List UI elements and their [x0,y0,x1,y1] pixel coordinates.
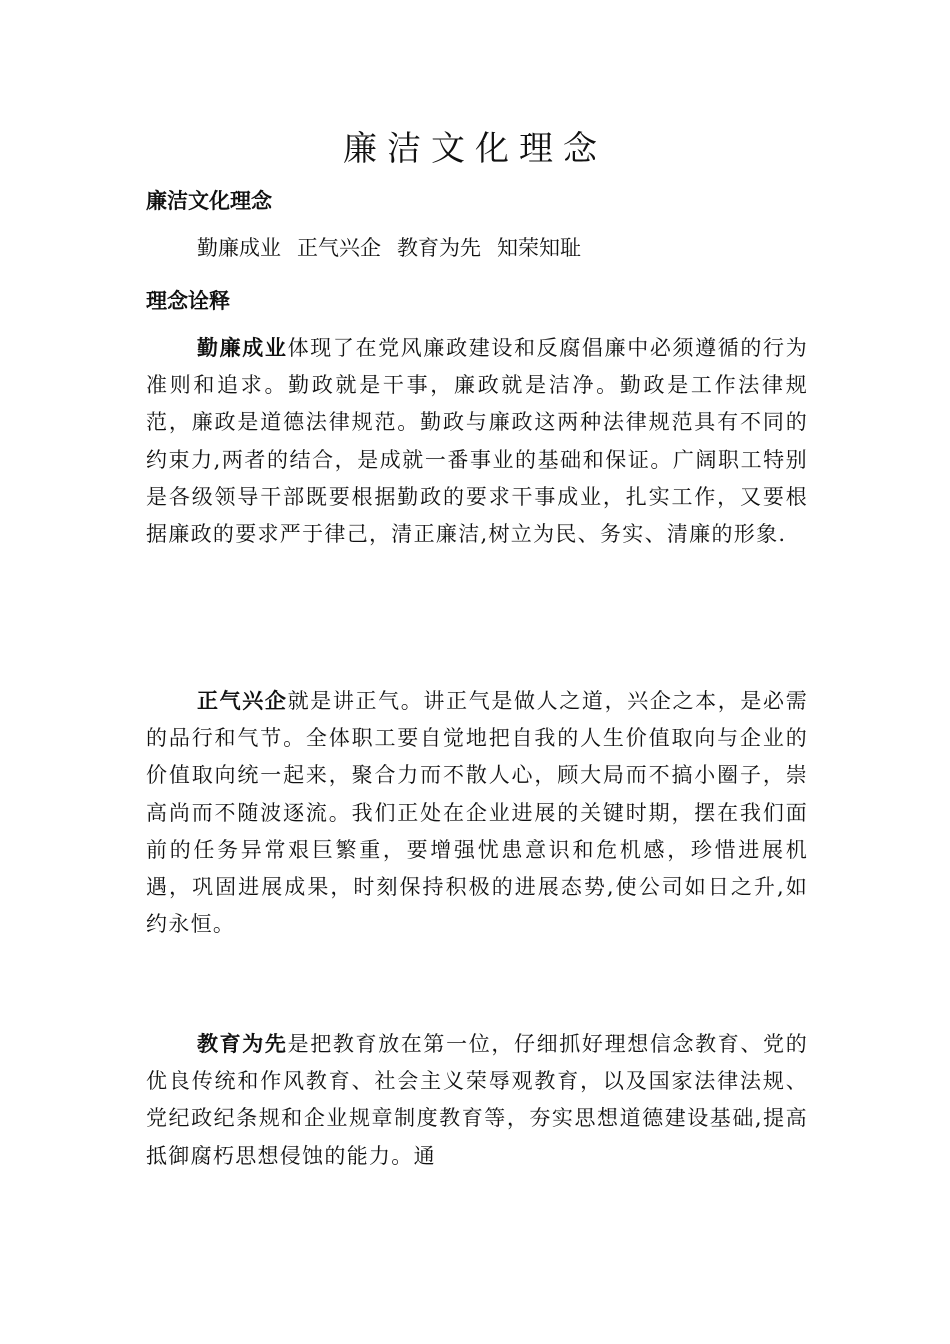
slogan-item: 正气兴企 [297,236,381,260]
slogan-item: 勤廉成业 [197,236,281,260]
slogan-line [197,233,581,263]
document-title: 廉洁文化理念 [343,129,607,169]
paragraph-lead: 教育为先 [197,1032,288,1056]
paragraph-jiaoyu [146,1026,808,1175]
paragraph-zhengqi [146,683,808,943]
section-heading-interpretation: 理念诠释 [146,289,230,313]
slogan-item: 知荣知耻 [497,236,581,260]
paragraph-text: 是把教育放在第一位，仔细抓好理想信念教育、党的优良传统和作风教育、社会主义荣辱观教育，以及国家法律法规、党纪政纪条规和企业规章制度教育等，夯实思想道德建设基础,提高抵御腐朽思想侵蚀的能力。通 [146,1032,808,1168]
slogan-item: 教育为先 [397,236,481,260]
paragraph-text: 体现了在党风廉政建设和反腐倡廉中必须遵循的行为准则和追求。勤政就是干事，廉政就是洁净。勤政是工作法律规范，廉政是道德法律规范。勤政与廉政这两种法律规范具有不同的约束力,两者的结合，是成就一番事业的基础和保证。广阔职工特别是各级领导干部既要根据勤政的要求干事成业，扎实工作，又要根据廉政的要求严于律己，清正廉洁,树立为民、务实、清廉的形象. [146,336,808,547]
paragraph-text: 就是讲正气。讲正气是做人之道，兴企之本，是必需的品行和气节。全体职工要自觉地把自我的人生价值取向与企业的价值取向统一起来，聚合力而不散人心，顾大局而不搞小圈子，崇高尚而不随波逐流。我们正处在企业进展的关键时期，摆在我们面前的任务异常艰巨繁重，要增强忧患意识和危机感，珍惜进展机遇，巩固进展成果，时刻保持积极的进展态势,使公司如日之升,如约永恒。 [146,689,808,937]
paragraph-lead: 正气兴企 [197,689,288,713]
section-heading-culture-concept: 廉洁文化理念 [146,189,272,213]
paragraph-lead: 勤廉成业 [197,336,288,360]
paragraph-qinlian [146,330,808,553]
